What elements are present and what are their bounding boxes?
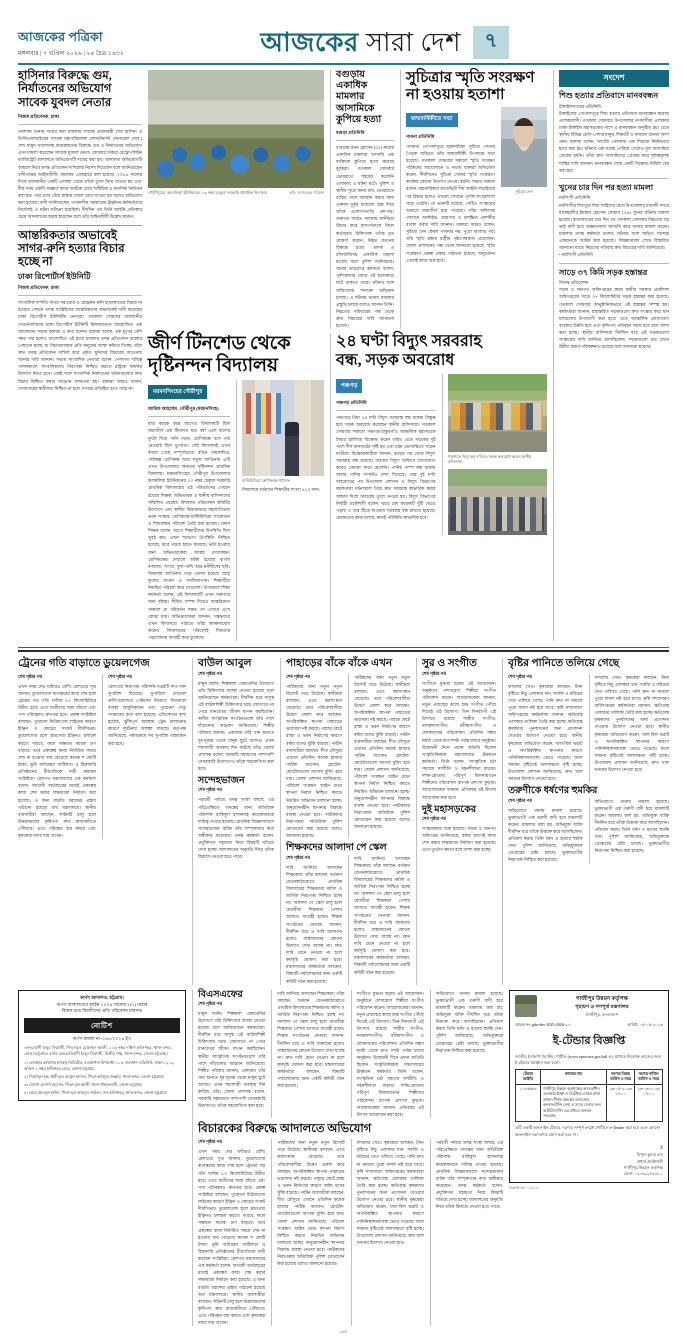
sidebar-item-1-byline: নরসিংদী প্রতিনিধি (559, 195, 591, 201)
tender-col-sale: দরপত্র বিক্রয় তারিখ ও সময় (607, 1070, 635, 1085)
body-judge-story-3: ফসলের খেত। কৃষকেরা বলছেন, টানা বৃষ্টিতে নিচু এলাকার ধান, সবজি ও মরিচের খেত তলিয়ে গেছে। পানি দ্রুত না নামলে পুরো ফসল নষ্ট হয়ে যাবে। কৃষি সম্প্রসারণ অধিদপ্তরের কর্মকর্তারা জানান, ক্ষতিগ্রস্ত এলাকার তালিকা তৈরি করা হচ্ছে। ক্ষতিগ্রস্ত কৃষকদের পুনর্বাসনের জন্য প্রণোদনা দেওয়ার উদ্যোগ নেওয়া হবে। স্থানীয় কৃষকেরা অভিযোগ করেন, খাল-বিল ভরাট ও অপরিকল্পিত স্থাপনার কারণে পানিনিষ্কাশনব্যবস্থা ভেঙে পড়েছে। ফলে সামান্য বৃষ্টিতেই জলাবদ্ধতা সৃষ্টি হচ্ছে। উপজেলা প্রশাসন জানিয়েছে, দ্রুত খাল খননের উদ্যোগ নেওয়া হবে। (356, 1140, 424, 1245)
suchitra-photo-col (501, 107, 547, 264)
body-hills-story-cont: পর্যটকদের জন্য নতুন নতুন রিসোর্ট গড়ে উঠেছে। স্থানীয়রা বলছেন, এতে কর্মসংস্থান বেড়েছে। তবে পরিবেশবাদীরা উদ্বেগ প্রকাশ করে বলছেন, অপরিকল্পিত স্থাপনা পাহাড়ের ভারসাম্য নষ্ট করছে। পাহাড় কেটে রাস্তা ও ভবন নির্মাণের কারণে বর্ষায় ধসের ঝুঁকি বাড়ছে। পর্যটন ব্যবসায়ীরা বলছেন, শীত মৌসুমে এখানে প্রতিদিন কয়েক হাজার পর্যটক আসেন। হোটেল-মোটেলগুলো আগাম বুকিং হয়ে যায়। জেলা প্রশাসন জানিয়েছে, পরিবেশ সংরক্ষণ আইন মেনে স্থাপনা নির্মাণ নিশ্চিত করতে নিয়মিত অভিযান চালানো হচ্ছে। অনুমোদনহীন স্থাপনার বিরুদ্ধে ব্যবস্থা নেওয়া হবে। পর্যটকদের নিরাপত্তায় অতিরিক্ত পুলিশ মোতায়েন করা হয়েছে বলেও জানানো হয়েছে। (354, 674, 410, 830)
kicker-suchitra: জন্মবার্ষিকীতে সভা (406, 113, 458, 127)
tender-table-header-row (516, 1070, 663, 1085)
caption-suchitra-portrait: সুচিত্রা সেন (515, 189, 533, 195)
photo-classroom (242, 380, 324, 476)
hills-col-1 (286, 674, 342, 840)
power-story-columns (336, 374, 547, 535)
headline-baul-story: বাউল আবুল (198, 658, 252, 670)
rain-col-1 (508, 674, 583, 783)
body-baul-story: মানুষ জানি। শিল্পকলা একাডেমির উদ্যোগে তাঁর চিকিৎসার ব্যবস্থা নেওয়া হয়েছে বলে জানিয়েছেন কর্মকর্তারা। দীর্ঘদিন ধরে অসুস্থ এই বাউলশিল্পী চিকিৎসার খরচ জোগাতে না পেরে মানবেতর জীবন যাপন করছিলেন। স্থানীয় সাংস্কৃতিক সংগঠনগুলো তাঁর পাশে দাঁড়ানোর আহ্বান জানিয়েছে। শিল্পীর পরিবার জানায়, একসময় তাঁর গান শুনতে দূর-দূরান্ত থেকে মানুষ ছুটে আসত। এখন শয্যাশায়ী অবস্থায় দিন কাটছে তাঁর। জেলা প্রশাসক বলেন, সরকারি সহায়তার পাশাপাশি বেসরকারি উদ্যোগেও তাঁকে সহযোগিতা করা হবে। (198, 680, 274, 772)
court-case-no: অর্পণ মামলা নং-০৪৫/২০২৪ ইং। (72, 1036, 132, 1042)
sidebar-item-0-byline: টাঙ্গাইলনগরের প্রতিনিধি (559, 103, 602, 109)
page-footer-label: ২৬৭ (339, 1329, 348, 1335)
school-story-col-1 (148, 380, 230, 641)
court-body: এলএ/বাদী হাবুর সিরাজী, পিতা-মৃত মোহাম্মদ আলী, ১১৬ নম্বর দক্ষিণ হালিশহর, থানা-বন্দর, জেলা-চট্টগ্রাম। বনাম এলএ/বিবাদী হাবুর সিরাজী, দ্বিতীয় পক্ষ, থানা-বন্দর, জেলা-চট্টগ্রাম। (24, 1045, 172, 1057)
tender-sale-time: ১৭.০০ (615, 1092, 626, 1097)
judge-col-4 (430, 1139, 503, 1326)
caption-classroom: মাল্টিমিডিয়া শ্রেণিকক্ষে পাঠদান (242, 477, 291, 483)
body-rape-threat: অভিযোগে থানায় মামলা হয়েছে। ভুক্তভোগী এক তরুণী বাদী হয়ে মামলাটি করেন। মামলায় বলা হয়, অভিযুক্ত ব্যক্তি দীর্ঘদিন ধরে তাঁকে উত্ত্যক্ত করে আসছিলেন। প্রতিবাদ করায় তিনি ধর্ষণ ও হত্যার হুমকি দেন। পুলিশ জানিয়েছে, অভিযুক্তকে গ্রেপ্তারের চেষ্টা চলছে। ভুক্তভোগীর নিরাপত্তা নিশ্চিত করা হয়েছে। (508, 807, 583, 863)
kicker-power-story: পঞ্চগড় (336, 379, 362, 393)
headline-hills-story: পাহাড়ের বাঁকে বাঁকে এখন (286, 658, 393, 670)
court-notice-ad-wrap (18, 990, 186, 1101)
headline-music-story: সুর ও সংগীত (422, 658, 477, 670)
byline-power-story: পঞ্চগড় প্রতিনিধি (336, 400, 367, 406)
judge-col-1 (198, 1139, 265, 1326)
photo-road-blockade (448, 374, 548, 452)
photo-school-students (148, 70, 324, 188)
tender-sig-role2: গাজীপুর উন্নয়ন কর্তৃপক্ষ (623, 1164, 663, 1170)
body-rain-story: ফসলের খেত। কৃষকেরা বলছেন, টানা বৃষ্টিতে নিচু এলাকার ধান, সবজি ও মরিচের খেত তলিয়ে গেছে। পানি দ্রুত না নামলে পুরো ফসল নষ্ট হয়ে যাবে। কৃষি সম্প্রসারণ অধিদপ্তরের কর্মকর্তারা জানান, ক্ষতিগ্রস্ত এলাকার তালিকা তৈরি করা হচ্ছে। ক্ষতিগ্রস্ত কৃষকদের পুনর্বাসনের জন্য প্রণোদনা দেওয়ার উদ্যোগ নেওয়া হবে। স্থানীয় কৃষকেরা অভিযোগ করেন, খাল-বিল ভরাট ও অপরিকল্পিত স্থাপনার কারণে পানিনিষ্কাশনব্যবস্থা ভেঙে পড়েছে। ফলে সামান্য বৃষ্টিতেই জলাবদ্ধতা সৃষ্টি হচ্ছে। উপজেলা প্রশাসন জানিয়েছে, দ্রুত খাল খননের উদ্যোগ নেওয়া হবে। (508, 683, 583, 782)
headline-bogra-story: বগুড়ায় একাধিক মামলার আসামিকে কুপিয়ে হত্যা (336, 70, 382, 125)
body-judge-story-4: পরবর্তী পর্যায়ে তদন্ত সংস্থা বলছে, এর পরিপ্রেক্ষিতে তদন্তের জন্য অতিরিক্ত পরিদর্শক রাকিবুল হাসানসহ কয়েকজনকে দায়িত্ব দেওয়া হয়েছে। প্রাথমিক জিজ্ঞাসাবাদে সন্দেহভাজন ব্যক্তি তাঁর সম্পৃক্ততার কথা অস্বীকার করেছেন। তদন্ত কর্মকর্তা বলেন, প্রযুক্তিগত সহায়তা নিয়ে বিষয়টি খতিয়ে দেখা হচ্ছে। আদালতের অনুমতি নিয়ে তাঁকে রিমান্ডে নেওয়া হতে পারে। (435, 1140, 503, 1210)
byline-school-story: আরিফ আহম্মেদ, গৌরীপুর (ময়মনসিংহ) (148, 406, 219, 412)
bottom-story-music (416, 658, 496, 984)
headline-bsf-story: বিএসএফের (198, 989, 243, 1000)
contd-rain-story: শেষ পৃষ্ঠার পর (508, 673, 532, 679)
tender-memo-left: স্মারক নং: gdu-dev-2025-2026-২-১ (515, 1021, 572, 1027)
tender-ad (509, 990, 669, 1183)
headline-hasina-story: হাসিনার বিরুদ্ধে গুম, নির্যাতনের অভিযোগ সাবেক যুবদল নেতার (18, 70, 112, 109)
headline-rain-story: বৃষ্টির পানিতে তলিয়ে গেছে (508, 658, 620, 670)
teacher-col-2 (348, 855, 410, 985)
suchitra-inner (406, 107, 547, 264)
sidebar-item-1[interactable] (559, 183, 669, 259)
body-hills-story: পর্যটকদের জন্য নতুন নতুন রিসোর্ট গড়ে উঠেছে। স্থানীয়রা বলছেন, এতে কর্মসংস্থান বেড়েছে। তবে পরিবেশবাদীরা উদ্বেগ প্রকাশ করে বলছেন, অপরিকল্পিত স্থাপনা পাহাড়ের ভারসাম্য নষ্ট করছে। পাহাড় কেটে রাস্তা ও ভবন নির্মাণের কারণে বর্ষায় ধসের ঝুঁকি বাড়ছে। পর্যটন ব্যবসায়ীরা বলছেন, শীত মৌসুমে এখানে প্রতিদিন কয়েক হাজার পর্যটক আসেন। হোটেল-মোটেলগুলো আগাম বুকিং হয়ে যায়। জেলা প্রশাসন জানিয়েছে, পরিবেশ সংরক্ষণ আইন মেনে স্থাপনা নির্মাণ নিশ্চিত করতে নিয়মিত অভিযান চালানো হচ্ছে। অনুমোদনহীন স্থাপনার বিরুদ্ধে ব্যবস্থা নেওয়া হবে। পর্যটকদের নিরাপত্তায় অতিরিক্ত পুলিশ মোতায়েন করা হয়েছে বলেও জানানো হয়েছে। (286, 683, 342, 839)
masthead (18, 26, 669, 65)
caption-school-photo (148, 190, 324, 196)
contd-baul-story: শেষ পৃষ্ঠার পর (198, 670, 222, 676)
page-number-badge: ৭ (473, 26, 509, 59)
rain-columns (508, 674, 669, 783)
tender-submit-time: ১৭.০০ (643, 1092, 654, 1097)
suchitra-story-column (400, 70, 547, 329)
body-power-story: পঞ্চগড়ে টানা ২৪ ঘণ্টা বিদ্যুৎ সরবরাহ বন্ধ থাকায় বিক্ষুব্ধ হয়ে সড়ক অবরোধ করেছেন স্থানীয় বাসিন্দারা। গতকাল সোমবার সকালে পঞ্চগড়-ঠাকুরগাঁও আঞ্চলিক মহাসড়কে টায়ার জ্বালিয়ে বিক্ষোভ করেন তাঁরা। এতে সড়কের দুই পাশে দীর্ঘ যানজটের সৃষ্টি হয় এবং চরম ভোগান্তিতে পড়েন যাত্রীরা। বিক্ষোভকারীরা জানান, ঝড়ের পর থেকে বিদ্যুৎ সরবরাহ বন্ধ রয়েছে। বারবার বিদ্যুৎ অফিসে যোগাযোগ করেও কোনো সাড়া মেলেনি। পানির পাম্প বন্ধ থাকায় খাবার পানির সংকটও দেখা দিয়েছে। প্রায় দুই ঘণ্টা অবরোধের পর উপজেলা প্রশাসন ও বিদ্যুৎ বিভাগের কর্মকর্তারা ঘটনাস্থলে গিয়ে দ্রুত সরবরাহ স্বাভাবিক করার আশ্বাস দিলে অবরোধ তুলে নেওয়া হয়। বিদ্যুৎ বিভাগের নির্বাহী প্রকৌশলী বলেন, ঝড়ে বেশ কয়েকটি খুঁটি ভেঙে পড়ায় ও তার ছিঁড়ে যাওয়ায় সরবরাহ বন্ধ রাখতে হয়েছে। মেরামতের কাজ চলছে, দ্রুতই পরিস্থিতি স্বাভাবিক হবে। (336, 415, 436, 520)
contd-rape-threat: শেষ পৃষ্ঠার পর (508, 797, 532, 803)
sidebar-item-2[interactable] (559, 268, 669, 351)
divider (559, 263, 669, 264)
publication-logo: আজকের পত্রিকা (18, 30, 103, 44)
rain-col-2 (589, 674, 670, 783)
body-bsf-story-2: দাবি জানিয়ে আসছেন শিক্ষকেরা। তাঁরা বলছেন, বর্তমান বেতনকাঠামোতে প্রাথমিক বিদ্যালয়ের শিক্ষকদের মর্যাদা ও আর্থিক নিরাপত্তা নিশ্চিত হচ্ছে না। আলাদা পে স্কেল চালু হলে মেধাবীরা শিক্ষকতা পেশায় আসতে আগ্রহী হবেন। শিক্ষক সংগঠনের নেতারা জানান, দীর্ঘদিন ধরে এ দাবি জানানো হলেও বাস্তবায়নের কোনো উদ্যোগ দেখা যাচ্ছে না। দ্রুত দাবি মেনে নেওয়া না হলে কর্মসূচি ঘোষণা করা হবে। মন্ত্রণালয়ের কর্মকর্তারা বলছেন, বিষয়টি পর্যালোচনার জন্য একটি কমিটি গঠন করা হয়েছে। (277, 990, 345, 1089)
byline-bogra-story: বগুড়া প্রতিনিধি (336, 130, 365, 136)
headline-suspect-story: সন্দেহভাজন (198, 776, 245, 787)
byline-hasina-story: নিজস্ব প্রতিবেদক, ঢাকা (18, 113, 60, 119)
sidebar-item-0[interactable] (559, 91, 669, 174)
contd-judge-story: শেষ পৃষ্ঠার পর (198, 1139, 222, 1145)
tender-intro: জাতীয় ই-জিপি সিস্টেম পোর্টাল (www.eprocure.gov.bd) এর মাধ্যমে নিম্নোক্ত কাজের জন্য ই-টেন্ডার আহ্বান করা হলো: (515, 1053, 662, 1065)
main-grid (18, 70, 669, 641)
tender-table (515, 1069, 663, 1122)
sidebar-item-0-body: টাঙ্গাইলের গোপালপুরে শিশু হত্যার প্রতিবাদে মানববন্ধন করেছে এলাকাবাসী। গতকাল সোমবার উপজেলার নগদাসীমা এলাকায় ঢাকা-টাঙ্গাইল মহাসড়কের পাশে এ মানববন্ধন অনুষ্ঠিত হয়। এতে স্থানীয় বিভিন্ন শ্রেণি-পেশার মানুষ, শিক্ষার্থী ও সাধারণ জনতা অংশ নেন। বক্তারা বলেন, সম্প্রতি এলাকায় এক শিশুকে নির্মমভাবে হত্যা করা হয়। ঘটনার এক সপ্তাহ পেরিয়ে গেলেও মূল আসামিরা গ্রেপ্তার হয়নি। তাঁরা দ্রুত আসামিদের গ্রেপ্তার করে দৃষ্টান্তমূলক শাস্তির দাবি জানান। মানববন্ধন শেষে একটি বিক্ষোভ মিছিল বের করা হয়। (559, 110, 669, 173)
photo-protest (448, 469, 548, 535)
court-line-2: অর্পণ আদালতের আইন ২০০৪ সালের ৭(১) ধারার (56, 1001, 148, 1007)
teacher-payscale-columns (286, 855, 410, 985)
power-story-block (330, 333, 547, 641)
divider (559, 178, 669, 179)
body-teacher-payscale: দাবি জানিয়ে আসছেন শিক্ষকেরা। তাঁরা বলছেন, বর্তমান বেতনকাঠামোতে প্রাথমিক বিদ্যালয়ের শিক্ষকদের মর্যাদা ও আর্থিক নিরাপত্তা নিশ্চিত হচ্ছে না। আলাদা পে স্কেল চালু হলে মেধাবীরা শিক্ষকতা পেশায় আসতে আগ্রহী হবেন। শিক্ষক সংগঠনের নেতারা জানান, দীর্ঘদিন ধরে এ দাবি জানানো হলেও বাস্তবায়নের কোনো উদ্যোগ দেখা যাচ্ছে না। দ্রুত দাবি মেনে নেওয়া না হলে কর্মসূচি ঘোষণা করা হবে। মন্ত্রণালয়ের কর্মকর্তারা বলছেন, বিষয়টি পর্যালোচনার জন্য একটি কমিটি গঠন করা হয়েছে। (286, 864, 342, 984)
divider (336, 410, 436, 411)
power-story-col-2 (442, 374, 548, 535)
tender-footer: এটি একটি অনলাইন টেন্ডার, দরপত্র সম্পূর্ণ e-GP পোর্টালে e-Tender করা হবে এবং কোনো অফলাইন দর/দরপত্র গ্রহণ করা হবে না। (515, 1125, 660, 1137)
headline-teacher-payscale-story: শিক্ষকদের আলাদা পে স্কেল (286, 843, 387, 854)
power-story-col-1 (336, 374, 436, 535)
tender-col-id: টেন্ডার আইডি (516, 1070, 541, 1085)
tender-memo-right: তারিখ: ০৫-০৫-২০২৬ (627, 1021, 663, 1027)
contd-highway-story: শেষ পৃষ্ঠার পর (422, 815, 446, 821)
headline-school-story (148, 333, 324, 376)
divider (18, 225, 142, 226)
tender-org-lines (541, 995, 663, 1017)
section-title (260, 27, 461, 57)
tender-sig-role1: প্রধান প্রকৌশলী (637, 1158, 663, 1164)
tender-cell-id: ১০৪৫৬৮৯ (516, 1085, 541, 1122)
sidebar-item-2-byline: নিজস্ব প্রতিবেদক (559, 280, 588, 286)
bsf-col-3 (351, 990, 424, 1118)
body-music-story: সংগীতে মুগ্ধতা ছড়ায় এই আয়োজন। অনুষ্ঠানে দেশবরেণ্য শিল্পীরা সংগীত পরিবেশন করেন। আয়োজকেরা জানান, নতুন প্রজন্মের কাছে শুদ্ধ সংগীত পৌঁছে দিতেই এই উদ্যোগ। তিন দিনব্যাপী এই উৎসবে রয়েছে শাস্ত্রীয় সংগীত, নজরুলসংগীত, রবীন্দ্রসংগীত ও লোকগানের পরিবেশনা। প্রতিদিন সন্ধ্যা ছয়টা থেকে রাত দশটা পর্যন্ত চলবে অনুষ্ঠান। উদ্বোধনী দিনে প্রধান অতিথি ছিলেন সংস্কৃতিবিষয়ক মন্ত্রণালয়ের ঊর্ধ্বতন কর্মকর্তা। তিনি বলেন, সাংস্কৃতিক চর্চা সমাজে সম্প্রীতি ও সহনশীলতা বাড়ায়। দর্শক-শ্রোতায় পরিপূর্ণ মিলনায়তনে শিল্পীদের পরিবেশনা ব্যাপক প্রশংসা কুড়ায়। আয়োজকেরা জানান, প্রতিবছর এই উৎসব আয়োজন করা হবে। (422, 680, 496, 800)
court-line-3: বিধান মতে বিবাদীদের প্রতি পরিবেশন মারফত (61, 1008, 143, 1014)
court-item-1: ২। সিরাজুল হক, স্বামী-মৃত আবুল হাসেম, পিতা-আবদুল জব্বার, থানা-বন্দর, জেলা-চট্টগ্রাম। (24, 1073, 165, 1079)
body-rape-threat-cont: অভিযোগে থানায় মামলা হয়েছে। ভুক্তভোগী এক তরুণী বাদী হয়ে মামলাটি করেন। মামলায় বলা হয়, অভিযুক্ত ব্যক্তি দীর্ঘদিন ধরে তাঁকে উত্ত্যক্ত করে আসছিলেন। প্রতিবাদ করায় তিনি ধর্ষণ ও হত্যার হুমকি দেন। পুলিশ জানিয়েছে, অভিযুক্তকে গ্রেপ্তারের চেষ্টা চলছে। ভুক্তভোগীর নিরাপত্তা নিশ্চিত করা হয়েছে। (594, 798, 670, 854)
hills-col-2 (348, 674, 410, 840)
headline-power-story (336, 333, 547, 369)
govt-emblem-icon (515, 995, 537, 1017)
train-col-1 (18, 674, 96, 840)
bsf-col-4 (430, 990, 503, 1118)
body-train-story-2: রেলওয়ে নিরাপত্তা পরিদর্শক দপ্তরটি সাত দফা সুপারিশ দিয়েছে। সুপারিশে লেভেল ক্রসিংগুলোতে গেটম্যান নিয়োগ, সিগন্যাল ব্যবস্থা আধুনিকায়ন এবং পুরোনো সেতু সংস্কারের কথা বলা হয়েছে। প্রতিবেদনে বলা হয়েছে, ঝুঁকিপূর্ণ অবস্থায় ট্রেন চালানোর কারণে দুর্ঘটনার আশঙ্কা বাড়ছে। কর্তৃপক্ষ জানিয়েছে, পর্যায়ক্রমে সব সুপারিশ বাস্তবায়ন করা হবে। (108, 683, 186, 746)
headline-rape-threat-story: তরুণীকে ধর্ষণের হুমকির (508, 786, 598, 797)
hills-columns (286, 674, 410, 840)
suchitra-text-col (406, 107, 495, 264)
body-bsf-story-4: অভিযোগে থানায় মামলা হয়েছে। ভুক্তভোগী এক তরুণী বাদী হয়ে মামলাটি করেন। মামলায় বলা হয়, অভিযুক্ত ব্যক্তি দীর্ঘদিন ধরে তাঁকে উত্ত্যক্ত করে আসছিলেন। প্রতিবাদ করায় তিনি ধর্ষণ ও হত্যার হুমকি দেন। পুলিশ জানিয়েছে, অভিযুক্তকে গ্রেপ্তারের চেষ্টা চলছে। ভুক্তভোগীর নিরাপত্তা নিশ্চিত করা হয়েছে। (435, 990, 503, 1053)
sidebar-header: সংদেশ (559, 70, 669, 87)
body-suspect-story: পরবর্তী পর্যায়ে তদন্ত সংস্থা বলছে, এর পরিপ্রেক্ষিতে তদন্তের জন্য অতিরিক্ত পরিদর্শক রাকিবুল হাসানসহ কয়েকজনকে দায়িত্ব দেওয়া হয়েছে। প্রাথমিক জিজ্ঞাসাবাদে সন্দেহভাজন ব্যক্তি তাঁর সম্পৃক্ততার কথা অস্বীকার করেছেন। তদন্ত কর্মকর্তা বলেন, প্রযুক্তিগত সহায়তা নিয়ে বিষয়টি খতিয়ে দেখা হচ্ছে। আদালতের অনুমতি নিয়ে তাঁকে রিমান্ডে নেওয়া হতে পারে। (198, 797, 274, 860)
tender-submit-date: ২৬-০৬-২০২৬ (637, 1086, 660, 1091)
sidebar-item-2-title: সাড়ে ৩৭ কিমি সড়ক হস্তান্তর (559, 267, 648, 277)
ads-row-middle (192, 990, 503, 1327)
tender-sig-name: বিপুল কুমার রায় (636, 1152, 663, 1158)
body-suchitra: পাবনার গোপালপুরে মহানায়িকা সুচিত্রা সেনের পৈতৃক বাড়িতে তাঁর জন্মবার্ষিকী উপলক্ষে সভা হয়েছে। গতকাল সোমবার সকালে স্মৃতি সংরক্ষণ পরিষদের আয়োজনে এ সভায় বক্তারা অভিযোগ করেন, দীর্ঘদিনেও সুচিত্রা সেনের স্মৃতি সংরক্ষণে কার্যকর কোনো উদ্যোগ নেওয়া হয়নি। সভায় বক্তারা বলেন, মহানায়িকার বসতভিটা দীর্ঘ আইনি লড়াইয়ের পর উদ্ধার হলেও এখনো সেখানে পূর্ণাঙ্গ সংগ্রহশালা গড়ে ওঠেনি। যে ভবনটি রয়েছে, সেটিও সংস্কারের অভাবে জরাজীর্ণ হয়ে পড়েছে। তাঁরা অবিলম্বে সেখানে আর্কাইভ, গ্রন্থাগার ও চলচ্চিত্র প্রদর্শনীর ব্যবস্থা করার দাবি জানান। বক্তারা আরও বলেন, সুচিত্রা সেন কেবল পাবনার নয়, পুরো বাংলার গর্ব। তাঁর স্মৃতি রক্ষায় রাষ্ট্রীয় পৃষ্ঠপোষকতা প্রয়োজন। জেলা প্রশাসনের পক্ষ থেকে জানানো হয়েছে, স্মৃতি সংরক্ষণে প্রকল্প প্রস্তাব পাঠানো হয়েছে, অনুমোদন পেলেই কাজ শুরু হবে। (406, 143, 495, 263)
ads-row (18, 990, 669, 1327)
left-column (18, 70, 142, 641)
publication-dateline: মঙ্গলবার | ৭ এপ্রিল ২০২৬ | ২৪ চৈত্র ১৪৩২ (18, 50, 124, 57)
bottom-grid (18, 658, 669, 984)
headline-sagar-runi-story: আন্তরিকতার অভাবেই সাগর-রুনি হত্যার বিচার হচ্ছে না (18, 229, 125, 269)
tender-sig-phone: ফোন: ০২-৪৯২৭৪৩১১ (623, 1171, 663, 1177)
teacher-col-1 (286, 855, 342, 985)
rape-threat-columns (508, 798, 669, 864)
headline-school-line1: জীর্ণ টিনশেড থেকে (148, 333, 291, 355)
sidebar (553, 70, 669, 641)
table-row (516, 1085, 663, 1122)
byline-sagar-runi-story: নিজস্ব প্রতিবেদক, ঢাকা (18, 285, 60, 291)
contd-bsf-story: শেষ পৃষ্ঠার পর (198, 1000, 222, 1006)
contd-train-story-2: শেষ পৃষ্ঠার পর (108, 673, 132, 679)
signature-scribble: x (659, 1142, 663, 1151)
body-rain-story-cont: ফসলের খেত। কৃষকেরা বলছেন, টানা বৃষ্টিতে নিচু এলাকার ধান, সবজি ও মরিচের খেত তলিয়ে গেছে। পানি দ্রুত না নামলে পুরো ফসল নষ্ট হয়ে যাবে। কৃষি সম্প্রসারণ অধিদপ্তরের কর্মকর্তারা জানান, ক্ষতিগ্রস্ত এলাকার তালিকা তৈরি করা হচ্ছে। ক্ষতিগ্রস্ত কৃষকদের পুনর্বাসনের জন্য প্রণোদনা দেওয়ার উদ্যোগ নেওয়া হবে। স্থানীয় কৃষকেরা অভিযোগ করেন, খাল-বিল ভরাট ও অপরিকল্পিত স্থাপনার কারণে পানিনিষ্কাশনব্যবস্থা ভেঙে পড়েছে। ফলে সামান্য বৃষ্টিতেই জলাবদ্ধতা সৃষ্টি হচ্ছে। উপজেলা প্রশাসন জানিয়েছে, দ্রুত খাল খননের উদ্যোগ নেওয়া হবে। (594, 674, 669, 773)
school-story-col-2 (236, 380, 324, 641)
bsf-col-2 (271, 990, 344, 1118)
kicker-school-story: ময়মনসিংহের গৌরীপুর (148, 385, 207, 399)
sidebar-item-2-body: সড়ক ও জনপথ অধিদপ্তরের কাছে স্থানীয় সরকার প্রকৌশল অধিদপ্তরের সাড়ে ৩৭ কিলোমিটার সড়ক হস্তান্তর করা হয়েছে। গতকাল সোমবার আনুষ্ঠানিকভাবে এই হস্তান্তর সম্পন্ন হয়। কর্মকর্তারা জানান, হস্তান্তরিত সড়কগুলো দ্রুত সংস্কার করে যান চলাচলের উপযোগী করা হবে। এতে আঞ্চলিক যোগাযোগ ব্যবস্থার উন্নতি হবে এবং কৃষিপণ্য পরিবহন সহজ হবে বলে আশা করা হচ্ছে। স্থানীয় বাসিন্দারা দীর্ঘদিন ধরে এই সড়কগুলো সংস্কারের দাবি জানিয়ে আসছিলেন। সড়কগুলো চার লেনে উন্নীত করার পরিকল্পনাও রয়েছে বলে জানানো হয়েছে। (559, 287, 669, 350)
sidebar-item-1-title: খুনের চার দিন পর হত্যা মামলা (559, 182, 654, 192)
bogra-story-column (330, 70, 394, 329)
tender-ref: বিজ্ঞপ্তি নং: ১২৪/২৬ (509, 1185, 539, 1190)
tender-cell-submit (635, 1085, 663, 1122)
contd-music-story: শেষ পৃষ্ঠার পর (422, 670, 446, 676)
tender-org-2: গৃহায়ণ ও গণপূর্ত মন্ত্রণালয় (575, 1003, 629, 1010)
section-title-thin: সারা দেশ (365, 27, 461, 57)
tender-sale-date: ২৬-০৫-২০২৬ (609, 1086, 632, 1091)
headline-power-line2: বন্ধ, সড়ক অবরোধ (336, 351, 455, 369)
subhead-sagar-runi-story: ঢাকা রিপোর্টার্স ইউনিটি (18, 271, 91, 281)
body-sagar-runi-story: সাংবাদিক দম্পতি সাগর সরওয়ার ও মেহেরুন রুনি হত্যাকাণ্ডের বিচার না হওয়ার পেছনে তদন্ত সংশ্লিষ্টদের আন্তরিকতার অভাবকেই দায়ী করেছেন ঢাকা রিপোর্টার্স ইউনিটির নেতারা। গতকাল সোমবার রাজধানীর সেগুনবাগিচায় ঢাকা রিপোর্টার্স ইউনিটি মিলনায়তনে আয়োজিত এক আলোচনা সভায় বক্তারা এ কথা বলেন। বক্তারা বলেন, এক যুগের বেশি সময় পার হলেও আলোচিত এই হত্যা মামলার তদন্ত প্রতিবেদন বারবার পেছানো হচ্ছে, যা বিচারব্যবস্থার প্রতি মানুষের আস্থা কমিয়ে দিচ্ছে। তাঁরা দ্রুত তদন্ত প্রতিবেদন দাখিল করে প্রকৃত খুনিদের বিচারের আওতায় আনার দাবি জানান। সভায় সাংবাদিক নেতারা বলেন, পেশাগত দায়িত্ব পালনকালে সাংবাদিকদের নিরাপত্তা নিশ্চিত করতে রাষ্ট্রকে কার্যকর উদ্যোগ নিতে হবে। একই সঙ্গে সাংবাদিক নির্যাতনের ঘটনাগুলোর দ্রুত বিচার নিশ্চিত করার আহ্বান জানানো হয়। বক্তারা আরও বলেন, গণমাধ্যমের স্বাধীনতা নিশ্চিত না হলে গণতন্ত্র প্রতিষ্ঠিত হতে পারে না। (18, 300, 142, 391)
headline-highway-story: দুই মহাসড়কের (422, 804, 477, 815)
bsf-row (198, 990, 503, 1118)
headline-suchitra-line1: সুচিত্রার স্মৃতি সংরক্ষণ (406, 70, 535, 86)
contd-train-story: শেষ পৃষ্ঠার পর (18, 673, 42, 679)
masthead-right-spacer (509, 26, 669, 59)
body-judge-story-2: পর্যটকদের জন্য নতুন নতুন রিসোর্ট গড়ে উঠেছে। স্থানীয়রা বলছেন, এতে কর্মসংস্থান বেড়েছে। তবে পরিবেশবাদীরা উদ্বেগ প্রকাশ করে বলছেন, অপরিকল্পিত স্থাপনা পাহাড়ের ভারসাম্য নষ্ট করছে। পাহাড় কেটে রাস্তা ও ভবন নির্মাণের কারণে বর্ষায় ধসের ঝুঁকি বাড়ছে। পর্যটন ব্যবসায়ীরা বলছেন, শীত মৌসুমে এখানে প্রতিদিন কয়েক হাজার পর্যটক আসেন। হোটেল-মোটেলগুলো আগাম বুকিং হয়ে যায়। জেলা প্রশাসন জানিয়েছে, পরিবেশ সংরক্ষণ আইন মেনে স্থাপনা নির্মাণ নিশ্চিত করতে নিয়মিত অভিযান চালানো হচ্ছে। অনুমোদনহীন স্থাপনার বিরুদ্ধে ব্যবস্থা নেওয়া হবে। পর্যটকদের নিরাপত্তায় অতিরিক্ত পুলিশ মোতায়েন করা হয়েছে বলেও জানানো হয়েছে। (277, 1140, 345, 1267)
tender-signature (515, 1142, 663, 1178)
headline-school-line2: দৃষ্টিনন্দন বিদ্যালয় (148, 354, 278, 376)
sidebar-item-1-tail: • নরসিংদী প্রতিনিধি (559, 252, 593, 258)
court-line-1: অর্পণ আদালত, চট্টগ্রাম। (80, 994, 124, 1000)
masthead-left (18, 26, 223, 59)
center-top-row (148, 70, 547, 329)
body-highway-story: সংস্কারকাজ শুরু হয়েছে। সড়ক ও জনপথ অধিদপ্তর জানিয়েছে, বর্ষার আগেই কাজ শেষ করার লক্ষ্যমাত্রা নির্ধারণ করা হয়েছে। এতে দুর্ভোগ কমবে বলে আশা করা হচ্ছে। (422, 825, 496, 853)
headline-train-story: ট্রেনের গতি বাড়াতে ডুয়েলগেজ (18, 658, 150, 670)
tender-col-submit: দরপত্র দাখিল তারিখ ও সময় (635, 1070, 663, 1085)
body-hasina-story: গুলশান থানায় দায়ের করা মামলায় সাবেক প্রধানমন্ত্রী শেখ হাসিনা ও ডিজিএফআইয়ের সাবেক মহাপরিচালক লেফটেন্যান্ট জেনারেল (অব.) শেখ মামুন খালেদসহ কয়েকজনের বিরুদ্ধে গুম ও নির্যাতনের অভিযোগ এনে মামলা করেছেন সাবেক যুবদল নেতা। রোববার ঢাকার মেট্রোপলিটন ম্যাজিস্ট্রেট আদালতে অভিযোগটি দায়ের করা হয়। আদালত অভিযোগটি আমলে নিয়ে তদন্ত প্রতিবেদন দাখিলের নির্দেশ দিয়েছেন বলে জানিয়েছেন বাদীপক্ষের আইনজীবী। মামলার এজাহারে বলা হয়েছে, ২০১৬ সালের দিকে রাজধানীর একটি এলাকা থেকে তাঁকে তুলে নিয়ে যাওয়া হয় এবং দীর্ঘ সময় একটি অজ্ঞাত স্থানে আটকে রেখে শারীরিক ও মানসিক নির্যাতন করা হয়। পরে চোখ বেঁধে রাস্তায় ফেলে রেখে যাওয়া হয় বলেও অভিযোগ করা হয়েছে। বাদী জানিয়েছেন, তৎকালীন সরকারের ঊর্ধ্বতন কর্মকর্তাদের নির্দেশেই এ ঘটনা ঘটানো হয়েছিল। দীর্ঘদিন পর তিনি আইনি প্রতিকার চেয়ে আদালতের দ্বারস্থ হয়েছেন বলে তাঁর আইনজীবী উল্লেখ করেন। (18, 128, 142, 220)
tender-org-3: গাজীপুর, বাংলাদেশ (585, 1011, 619, 1017)
bottom-story-train (18, 658, 186, 984)
tender-cell-work: গাজীপুর উন্নয়ন কর্তৃপক্ষের আওতাধীন এলাকায় DAP ও ডিটেইল্ড এরিয়া প্ল্যান প্রণয়ন শীর্ষক প্রকল্পের আওতায় কনসালটেন্সি সেবা ও সার্ভে সেবার জন্য আউটসোর্সিং এর মাধ্যমে জনবল সরবরাহ। (540, 1085, 606, 1122)
divider (18, 124, 142, 125)
headline-judge-complaint-story: বিচারকের বিরুদ্ধে আদালতে অভিযোগ (198, 1122, 372, 1135)
contd-teacher-payscale: শেষ পৃষ্ঠার পর (286, 854, 310, 860)
rape-threat-col-1 (508, 798, 583, 864)
court-item-0: ১। এজাহার কার্যালয় (ঢাকা) লিমিটেড, ব্যবস্থাপনা উপদেষ্টা-১১৫, গুলশান এভিনিউ, ঢাকা-১২১২, অফিস ২ নম্বর হালিশহর রোড, জেলা-চট্টগ্রাম। (24, 1059, 175, 1071)
divider (148, 416, 230, 417)
tender-cell-sale (607, 1085, 635, 1122)
body-school-story: মাত্র কয়েক বছর আগেও বিদ্যালয়টি ছিল জরাজীর্ণ এক টিনশেড ঘর। বর্ষা এলে চালের ফুটো দিয়ে পানি পড়ত, শ্রেণিকক্ষে বসে পাঠ নেওয়াই ছিল দুঃসাধ্য। সেই বিদ্যালয়ই এখন বদলে গেছে সম্পূর্ণভাবে। রঙিন দেয়ালচিত্র, পরিচ্ছন্ন শ্রেণিকক্ষ আর সবুজ আঙিনায় এটি এখন উপজেলার অন্যতম দৃষ্টিনন্দন প্রাথমিক বিদ্যালয়। ময়মনসিংহের গৌরীপুর উপজেলার ঝলমলিয়া ইউনিয়নের ২৩ নম্বর চেকুয়া সরকারি প্রাথমিক বিদ্যালয়ের এই পরিবর্তনের পেছনে রয়েছে শিক্ষক, অভিভাবক ও স্থানীয় বাসিন্দাদের সম্মিলিত প্রচেষ্টা। বিদ্যালয় পরিচালনা কমিটির উদ্যোগে এবং স্থানীয় বিত্তবানদের সহযোগিতায় ভবন সংস্কার, শ্রেণিকক্ষে মাল্টিমিডিয়া সংযোজন ও শিশুবান্ধব পরিবেশ তৈরি করা হয়েছে। প্রধান শিক্ষক বলেন, আগে শিক্ষার্থীদের উপস্থিতি ছিল খুবই কম। এখন শতভাগ উপস্থিতি নিশ্চিত হয়েছে, ঝরে পড়ার হারও কমেছে। ভর্তি হওয়ার জন্য অভিভাবকেরা আগ্রহ দেখাচ্ছেন। শ্রেণিকক্ষের দেয়ালে আঁকা হয়েছে বাংলা বর্ণমালা, সংখ্যা, ফুল-পাখি আর মনীষীদের ছবি। বিদ্যালয় আঙিনায় গড়ে তোলা হয়েছে ছোট্ট ফুলের বাগান ও সবজিবাগান। শিক্ষার্থীরা নিয়মিত পরিচর্যা করে সেগুলো। উপজেলা শিক্ষা কর্মকর্তা বলেন, এই বিদ্যালয়টি এখন অন্যদের জন্য দৃষ্টান্ত। সীমিত সম্পদ দিয়েও আন্তরিকতা থাকলে যে পরিবর্তন সম্ভব, তা এখানে এসে বোঝা যায়। অভিভাবকেরা জানান, সন্তানদের এখন বিদ্যালয়ে পাঠাতে তাঁরা স্বাচ্ছন্দ্যবোধ করেন। বিদ্যালয়ের পরিবেশই শিশুদের পড়াশোনায় আগ্রহী করে তুলেছে। (148, 421, 230, 641)
tender-col-work: কাজের নাম (540, 1070, 606, 1085)
photo-suchitra-portrait (501, 107, 547, 187)
bottom-story-rain (502, 658, 669, 984)
court-notice-ad (18, 990, 186, 1101)
judge-col-3 (351, 1139, 424, 1326)
divider (18, 295, 142, 296)
section-separator (18, 647, 669, 652)
tender-ad-wrap (509, 990, 669, 1192)
tender-org-head (515, 995, 663, 1019)
contd-hills-story: শেষ পৃষ্ঠার পর (286, 673, 310, 679)
sidebar-item-1-body: নরসিংদীর শিবপুরে দিয়া সাহিদের মেয়ে উপজেলার মাধবদী সদরে মনোহরদীর ইমরান হোসেন সোহাগ (২৬) খুনের ঘটনায় মামলা হয়েছে। হত্যাকাণ্ডের চার দিন পর গতকাল সোমবার নিহতের বড় ভাই বাদী হয়ে অজ্ঞাতনামা আসামি করে থানায় মামলা করেন। মামলার তদন্ত কর্মকর্তা বলেন, ঘটনার সঙ্গে জড়িত সন্দেহে একজনকে আটক করা হয়েছে। জিজ্ঞাসাবাদ শেষে বিস্তারিত জানানো যাবে। নিহতের পরিবার দ্রুত বিচারের দাবি জানিয়েছে। (559, 202, 669, 251)
caption-road-blockade: পঞ্চগড়ে বিদ্যুতের দাবিতে সড়ক অবরোধ করেন স্থানীয় বাসিন্দারা (447, 453, 532, 465)
body-bogra-story: বগুড়ায় রতন হোসেন (৩৫) নামের একাধিক মামলার আসামি এক ব্যক্তিকে কুপিয়ে হত্যা করেছে দুর্বৃত্তরা। গতকাল সোমবার ভোররাতে শহরের কলোনি এলাকায় এ ঘটনা ঘটে। পুলিশ ও স্থানীয় সূত্রে জানা যায়, ভোররাতে বাড়ির পাশে অবস্থান করার সময় একদল দুর্বৃত্ত ধারালো অস্ত্র দিয়ে তাঁকে এলোপাতাড়ি কোপায়। গুরুতর আহত অবস্থায় স্থানীয়রা উদ্ধার করে হাসপাতালে নিলে কর্তব্যরত চিকিৎসক তাঁকে মৃত ঘোষণা করেন। নিহত রতনের বিরুদ্ধে হত্যা, মাদক ও চাঁদাবাজিসহ একাধিক মামলা রয়েছে বলে পুলিশ জানিয়েছে। থানার ভারপ্রাপ্ত কর্মকর্তা বলেন, পূর্বশত্রুতার জেরে এই হত্যাকাণ্ড ঘটে থাকতে পারে। ঘটনার সঙ্গে জড়িতদের শনাক্তে অভিযান চলছে। এ ঘটনায় থানায় মামলার প্রস্তুতি চলছে বলেও জানান তিনি। নিহতের পরিবারের পক্ষ থেকে দ্রুত বিচারের দাবি জানানো হয়েছে। (336, 145, 394, 329)
headline-suchitra-story (406, 70, 547, 104)
newspaper-page (0, 26, 687, 1335)
body-bsf-story: মানুষ জানি। শিল্পকলা একাডেমির উদ্যোগে তাঁর চিকিৎসার ব্যবস্থা নেওয়া হয়েছে বলে জানিয়েছেন কর্মকর্তারা। দীর্ঘদিন ধরে অসুস্থ এই বাউলশিল্পী চিকিৎসার খরচ জোগাতে না পেরে মানবেতর জীবন যাপন করছিলেন। স্থানীয় সাংস্কৃতিক সংগঠনগুলো তাঁর পাশে দাঁড়ানোর আহ্বান জানিয়েছে। শিল্পীর পরিবার জানায়, একসময় তাঁর গান শুনতে দূর-দূরান্ত থেকে মানুষ ছুটে আসত। এখন শয্যাশায়ী অবস্থায় দিন কাটছে তাঁর। জেলা প্রশাসক বলেন, সরকারি সহায়তার পাশাপাশি বেসরকারি উদ্যোগেও তাঁকে সহযোগিতা করা হবে। (198, 1010, 266, 1109)
school-story-columns (148, 380, 324, 641)
divider (336, 140, 394, 141)
masthead-center (223, 26, 467, 59)
center-main-row (148, 333, 547, 641)
section-title-bold: আজকের (260, 27, 359, 57)
byline-suchitra: পাবনা প্রতিনিধি (406, 133, 435, 139)
body-school-story-tail: বিদ্যালয়ে বর্তমানে শিক্ষার্থীর সংখ্যা ৪১৫ জন। (242, 487, 320, 493)
train-col-2 (102, 674, 186, 840)
school-story-block (148, 333, 324, 641)
body-teacher-payscale-cont: দাবি জানিয়ে আসছেন শিক্ষকেরা। তাঁরা বলছেন, বর্তমান বেতনকাঠামোতে প্রাথমিক বিদ্যালয়ের শিক্ষকদের মর্যাদা ও আর্থিক নিরাপত্তা নিশ্চিত হচ্ছে না। আলাদা পে স্কেল চালু হলে মেধাবীরা শিক্ষকতা পেশায় আসতে আগ্রহী হবেন। শিক্ষক সংগঠনের নেতারা জানান, দীর্ঘদিন ধরে এ দাবি জানানো হলেও বাস্তবায়নের কোনো উদ্যোগ দেখা যাচ্ছে না। দ্রুত দাবি মেনে নেওয়া না হলে কর্মসূচি ঘোষণা করা হবে। মন্ত্রণালয়ের কর্মকর্তারা বলছেন, বিষয়টি পর্যালোচনার জন্য একটি কমিটি গঠন করা হয়েছে। (354, 855, 410, 975)
tender-org-1: গাজীপুর উন্নয়ন কর্তৃপক্ষ (575, 996, 629, 1003)
body-judge-story-1: এখন সময় দেড় ঘণ্টারও বেশি। রেলওয়ে সূত্র জানায়, ডুয়েলগেজ রূপান্তরের কাজ শেষ হলে ট্রেনের গড় গতি ঘণ্টায় ৮০ কিলোমিটারে উন্নীত হবে। এতে যাত্রীদের সময় বাঁচবে এবং পণ্য পরিবহনও দ্রুততর হবে। প্রকল্প সংশ্লিষ্টরা বলছেন, পুরোনো মিটারগেজ লাইনের কারণে ইঞ্জিন ও কোচের সংকট দীর্ঘদিনের। ডুয়েলগেজ হলে ব্রডগেজ ইঞ্জিনও চলাচল করতে পারবে, ফলে সক্ষমতা কয়েক গুণ বাড়বে। তবে প্রকল্পের কাজ নির্ধারিত সময়ে শেষ না হওয়ায় ব্যয় বেড়েছে কয়েক শ কোটি টাকা। ভূমি অধিগ্রহণ জটিলতা ও ঠিকাদারি প্রতিষ্ঠানের ধীরগতিকে দায়ী করছেন সংশ্লিষ্টরা। রেলপথ মন্ত্রণালয়ের এক কর্মকর্তা বলেন, আগামী অর্থবছরের মধ্যেই প্রকল্পের কাজ শেষ করার লক্ষ্যমাত্রা নির্ধারণ করা হয়েছে। এ জন্য বাড়তি বরাদ্দের প্রস্তাব পাঠানো হয়েছে অর্থ মন্ত্রণালয়ে। স্থানীয় ব্যবসায়ীরা বলছেন, লাইনটি চালু হলে উত্তরাঞ্চলের কৃষিপণ্য দ্রুত রাজধানীতে পৌঁছাবে। এতে পরিবহন ব্যয় কমবে এবং কৃষকেরা ন্যায্য দাম পাবেন। (198, 1149, 266, 1326)
court-item-3: ৪। মেয়ে আবদুল হামিদ, পিতা-মৃত আবদুল জলিল, সাং-হালিশহর, থানা-বন্দর, জেলা-চট্টগ্রাম। (24, 1089, 168, 1095)
school-photo-block (148, 70, 324, 329)
credit-school-photo: ছবি: আজকের পত্রিকা (289, 190, 324, 195)
bsf-col-1 (198, 990, 265, 1118)
divider-heavy (18, 647, 669, 652)
bottom-story-hills (280, 658, 410, 984)
court-notice-band: নোটিশ (24, 1018, 180, 1033)
judge-col-2 (271, 1139, 344, 1326)
contd-suspect-story: শেষ পৃষ্ঠার পর (198, 787, 222, 793)
caption-school-photo-text: গৌরীপুরের ঝলমলিয়া ইউনিয়নের ২৩ নম্বর চেকুয়া সরকারি প্রাথমিক বিদ্যালয় (148, 190, 268, 195)
sidebar-item-0-title: শিশু হত্যার প্রতিবাদে মানববন্ধন (559, 91, 659, 100)
court-item-2: ৩। মেসার্স মেসার্স হোসেন, পিতা-মৃত আলী, থানা-পাহাড়তলী, জেলা-চট্টগ্রাম। (24, 1081, 143, 1087)
headline-suchitra-line2: না হওয়ায় হতাশা (406, 87, 505, 104)
tender-memo-row (515, 1022, 663, 1029)
body-train-story: এখন সময় দেড় ঘণ্টারও বেশি। রেলওয়ে সূত্র জানায়, ডুয়েলগেজ রূপান্তরের কাজ শেষ হলে ট্রেনের গড় গতি ঘণ্টায় ৮০ কিলোমিটারে উন্নীত হবে। এতে যাত্রীদের সময় বাঁচবে এবং পণ্য পরিবহনও দ্রুততর হবে। প্রকল্প সংশ্লিষ্টরা বলছেন, পুরোনো মিটারগেজ লাইনের কারণে ইঞ্জিন ও কোচের সংকট দীর্ঘদিনের। ডুয়েলগেজ হলে ব্রডগেজ ইঞ্জিনও চলাচল করতে পারবে, ফলে সক্ষমতা কয়েক গুণ বাড়বে। তবে প্রকল্পের কাজ নির্ধারিত সময়ে শেষ না হওয়ায় ব্যয় বেড়েছে কয়েক শ কোটি টাকা। ভূমি অধিগ্রহণ জটিলতা ও ঠিকাদারি প্রতিষ্ঠানের ধীরগতিকে দায়ী করছেন সংশ্লিষ্টরা। রেলপথ মন্ত্রণালয়ের এক কর্মকর্তা বলেন, আগামী অর্থবছরের মধ্যেই প্রকল্পের কাজ শেষ করার লক্ষ্যমাত্রা নির্ধারণ করা হয়েছে। এ জন্য বাড়তি বরাদ্দের প্রস্তাব পাঠানো হয়েছে অর্থ মন্ত্রণালয়ে। স্থানীয় ব্যবসায়ীরা বলছেন, লাইনটি চালু হলে উত্তরাঞ্চলের কৃষিপণ্য দ্রুত রাজধানীতে পৌঁছাবে। এতে পরিবহন ব্যয় কমবে এবং কৃষকেরা ন্যায্য দাম পাবেন। (18, 683, 96, 839)
train-columns (18, 674, 186, 840)
tender-title: ই-টেন্ডার বিজ্ঞপ্তি (552, 1034, 626, 1047)
headline-power-line1: ২৪ ঘণ্টা বিদ্যুৎ সরবরাহ (336, 333, 482, 351)
body-bsf-story-3: সংগীতে মুগ্ধতা ছড়ায় এই আয়োজন। অনুষ্ঠানে দেশবরেণ্য শিল্পীরা সংগীত পরিবেশন করেন। আয়োজকেরা জানান, নতুন প্রজন্মের কাছে শুদ্ধ সংগীত পৌঁছে দিতেই এই উদ্যোগ। তিন দিনব্যাপী এই উৎসবে রয়েছে শাস্ত্রীয় সংগীত, নজরুলসংগীত, রবীন্দ্রসংগীত ও লোকগানের পরিবেশনা। প্রতিদিন সন্ধ্যা ছয়টা থেকে রাত দশটা পর্যন্ত চলবে অনুষ্ঠান। উদ্বোধনী দিনে প্রধান অতিথি ছিলেন সংস্কৃতিবিষয়ক মন্ত্রণালয়ের ঊর্ধ্বতন কর্মকর্তা। তিনি বলেন, সাংস্কৃতিক চর্চা সমাজে সম্প্রীতি ও সহনশীলতা বাড়ায়। দর্শক-শ্রোতায় পরিপূর্ণ মিলনায়তনে শিল্পীদের পরিবেশনা ব্যাপক প্রশংসা কুড়ায়। আয়োজকেরা জানান, প্রতিবছর এই উৎসব আয়োজন করা হবে। (356, 990, 424, 1117)
bottom-story-baul (192, 658, 274, 984)
judge-columns (198, 1139, 503, 1326)
center-block (148, 70, 547, 641)
rape-threat-col-2 (589, 798, 670, 864)
